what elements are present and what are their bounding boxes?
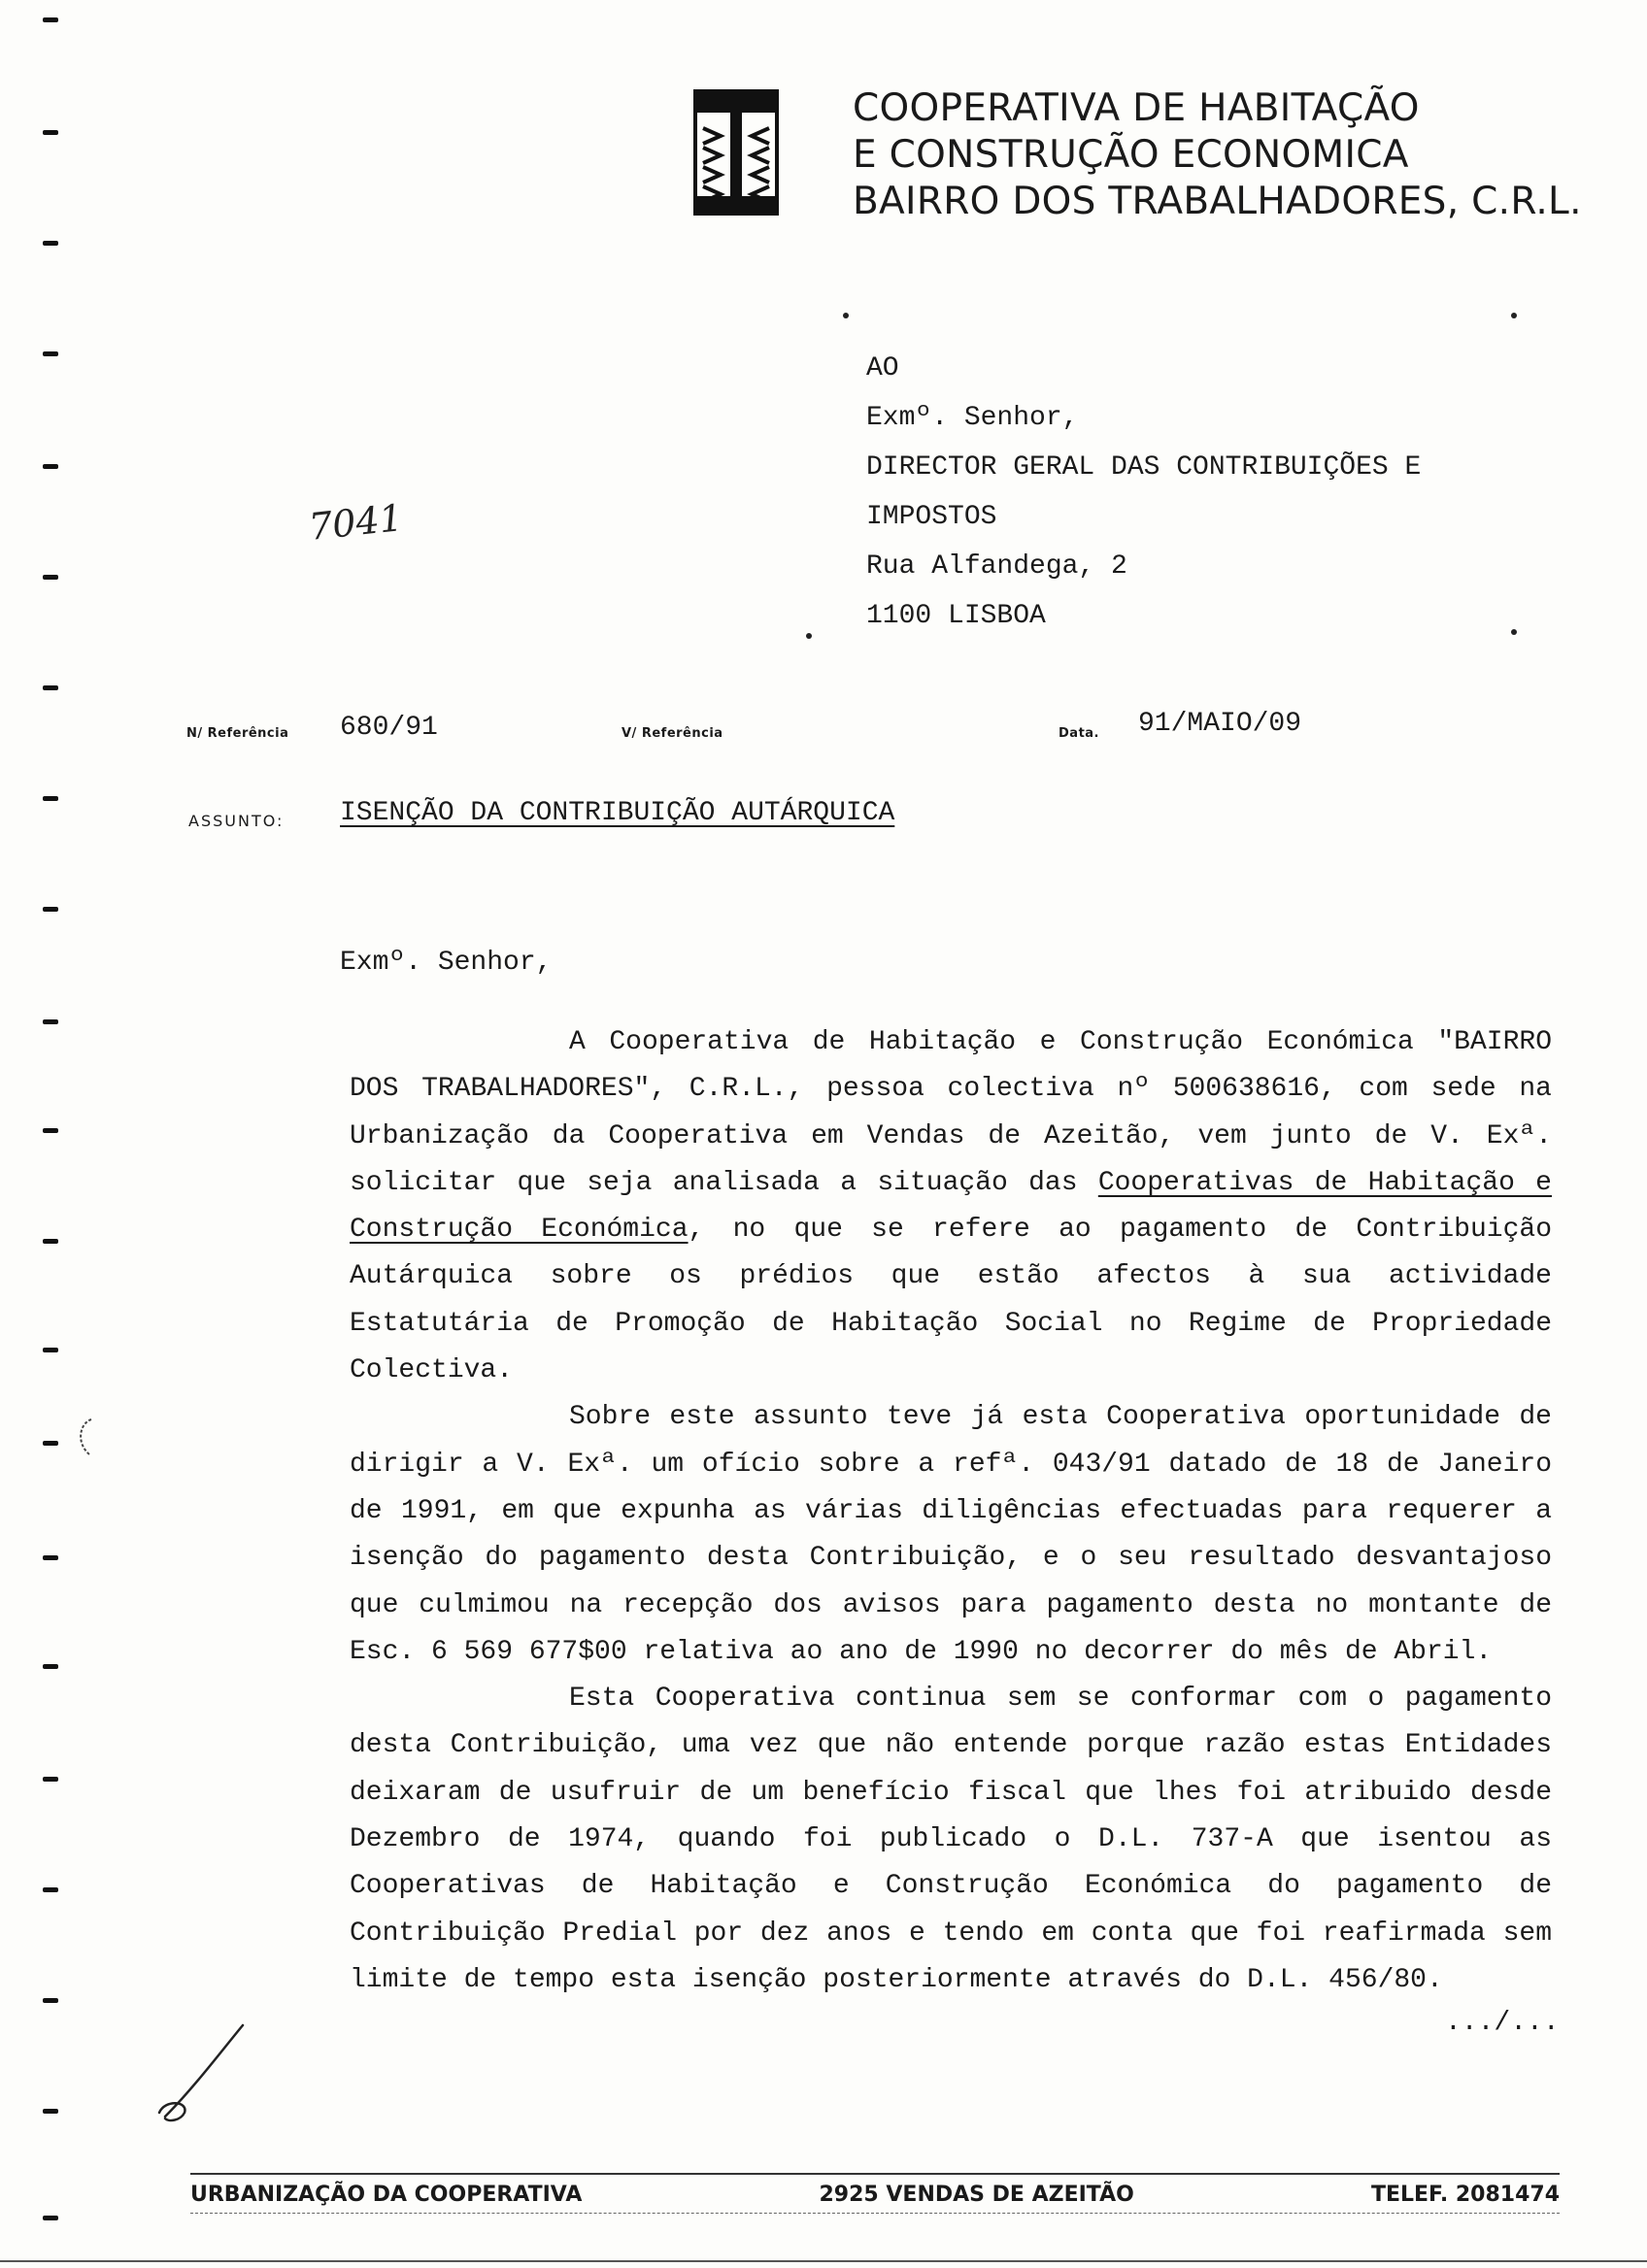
footer-address: URBANIZAÇÃO DA COOPERATIVA — [190, 2183, 583, 2207]
paragraph-text: Esta Cooperativa continua sem se conformar com o pagamento desta Contribuição, uma vez que não entende porque razão estas Entidades deixaram de usufruir de um benefício fiscal que lhes foi atribuido desde Dezembro de 1974, quando foi publicado o D.L. 737-A que isentou as Cooperativas de Habitação e Construção Económica do pagamento de Contribuição Predial por dez anos e tendo em conta que foi reafirmada sem limite de tempo esta isenção posteriormente através do D.L. 456/80. — [350, 1684, 1552, 1995]
underlined-phrase: Cooperativas de Habitação e Construção Económica — [350, 1167, 1552, 1246]
recipient-line: IMPOSTOS — [866, 502, 997, 532]
our-reference-label: N/ Referência — [186, 726, 289, 741]
paragraph-text: , no que se refere ao pagamento de Contribuição Autárquica sobre os prédios que estão afectos à sua actividade Estatutária de Promoção de Habitação Social no Regime de Propriedade Colectiva. — [350, 1215, 1552, 1386]
handwritten-number: 7041 — [306, 496, 405, 549]
margin-bracket-mark — [62, 1414, 101, 1462]
org-name-line-2: E CONSTRUÇÃO ECONOMICA — [853, 133, 1409, 177]
salutation: Exmº. Senhor, — [340, 948, 553, 978]
org-name-line-1: COOPERATIVA DE HABITAÇÃO — [853, 86, 1420, 130]
letter-body — [350, 1019, 1552, 2004]
recipient-line: DIRECTOR GERAL DAS CONTRIBUIÇÕES E — [866, 452, 1422, 483]
body-paragraph — [350, 1394, 1552, 1676]
date-label: Data. — [1059, 726, 1099, 741]
your-reference-label: V/ Referência — [622, 726, 723, 741]
paragraph-text: A Cooperativa de Habitação e Construção Económica "BAIRRO DOS TRABALHADORES", C.R.L., pessoa colectiva nº 500638616, com sede na Urbanização da Cooperativa em Vendas de Azeitão, vem junto de V. Exª. solicitar que seja analisada a situação das — [350, 1027, 1552, 1198]
recipient-line: Exmº. Senhor, — [866, 403, 1079, 433]
continuation-marker: .../... — [1445, 2008, 1560, 2038]
organization-name — [853, 85, 1582, 225]
recipient-address — [866, 344, 1421, 641]
recipient-line: 1100 LISBOA — [866, 601, 1046, 631]
footer-rule — [190, 2213, 1560, 2214]
body-paragraph — [350, 1019, 1552, 1394]
date-value: 91/MAIO/09 — [1138, 709, 1302, 739]
page-edge — [0, 2260, 1647, 2262]
subject-label: ASSUNTO: — [188, 812, 285, 830]
punch-dot — [1511, 629, 1517, 635]
footer-town: 2925 VENDAS DE AZEITÃO — [819, 2183, 1134, 2207]
our-reference-value: 680/91 — [340, 713, 438, 743]
footer — [190, 2173, 1560, 2214]
footer-phone: TELEF. 2081474 — [1370, 2183, 1560, 2207]
recipient-line: AO — [866, 353, 899, 384]
paragraph-text: Sobre este assunto teve já esta Cooperativa oportunidade de dirigir a V. Exª. um ofício sobre a refª. 043/91 datado de 18 de Janeiro de 1991, em que expunha as várias diligências efectuadas para requerer a isenção do pagamento desta Contribuição, e o seu resultado desvantajoso que culmimou na recepção dos avisos para pagamento desta no montante de Esc. 6 569 677$00 relativa ao ano de 1990 no decorrer do mês de Abril. — [350, 1402, 1552, 1667]
punch-dot — [1511, 313, 1517, 318]
org-name-line-3: BAIRRO DOS TRABALHADORES, C.R.L. — [853, 180, 1582, 223]
punch-dot — [806, 633, 812, 639]
body-paragraph — [350, 1676, 1552, 2004]
cooperative-logo — [693, 89, 779, 216]
subject-value: ISENÇÃO DA CONTRIBUIÇÃO AUTÁRQUICA — [340, 798, 895, 828]
handwritten-initial — [146, 2019, 252, 2126]
recipient-line: Rua Alfandega, 2 — [866, 551, 1127, 582]
punch-dot — [843, 313, 849, 318]
